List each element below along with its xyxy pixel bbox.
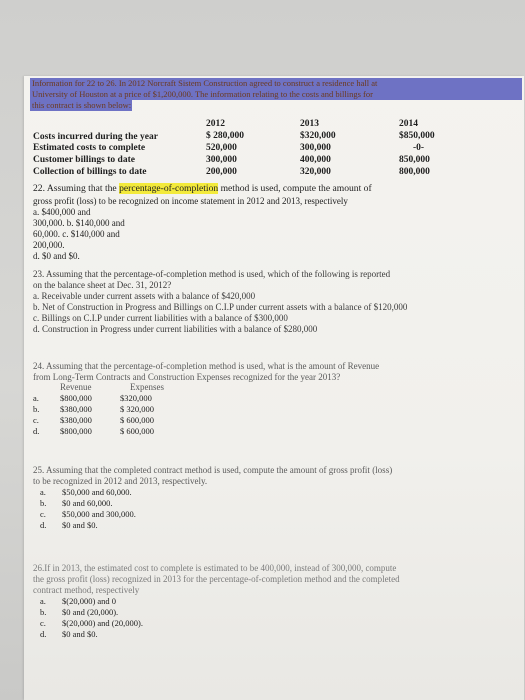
option-letter: d. (33, 426, 40, 436)
q22-option: 300,000. b. $140,000 and (33, 218, 125, 228)
q23-option: a. Receivable under current assets with a balance of $420,000 (33, 291, 256, 301)
cell: 300,000 (300, 143, 331, 153)
year-2013: 2013 (300, 119, 319, 129)
option-text: $50,000 and 60,000. (62, 487, 132, 497)
row-label: Customer billings to date (33, 155, 135, 165)
intro-line-2: University of Houston at a price of $1,200,000. The information relating to the costs and billings for (30, 89, 522, 100)
q22-option: d. $0 and $0. (33, 251, 80, 261)
option-revenue: $380,000 (60, 415, 92, 425)
cell: 400,000 (300, 155, 331, 165)
q23-stem-2: on the balance sheet at Dec. 31, 2012? (33, 280, 172, 290)
q22-option: a. $400,000 and (33, 207, 91, 217)
option-expenses: $ 320,000 (120, 404, 154, 414)
intro-line-3: this contract is shown below: (32, 100, 132, 110)
option-letter: c. (40, 618, 46, 628)
q23-option: b. Net of Construction in Progress and Billings on C.I.P under current assets with a balance of $120,000 (33, 302, 408, 312)
option-revenue: $800,000 (60, 393, 92, 403)
option-letter: b. (40, 498, 47, 508)
q25-stem: 25. Assuming that the completed contract method is used, compute the amount of gross profit (loss) (33, 465, 393, 475)
option-expenses: $320,000 (120, 393, 152, 403)
option-revenue: $800,000 (60, 426, 92, 436)
option-text: $0 and 60,000. (62, 498, 113, 508)
highlighted-term: percentage-of-completion (119, 183, 219, 194)
q25-stem-2: to be recognized in 2012 and 2013, respectively. (33, 476, 208, 486)
row-label: Collection of billings to date (33, 167, 147, 177)
cell: $ 280,000 (206, 131, 244, 141)
row-label: Costs incurred during the year (33, 132, 158, 142)
year-2012: 2012 (206, 119, 225, 129)
option-letter: a. (33, 393, 39, 403)
option-text: $0 and $0. (62, 520, 98, 530)
cell: 200,000 (206, 167, 237, 177)
q23-option: c. Billings on C.I.P under current liabilities with a balance of $300,000 (33, 313, 288, 323)
option-expenses: $ 600,000 (120, 415, 154, 425)
q26-stem: 26.If in 2013, the estimated cost to complete is estimated to be 400,000, instead of 300,000, compute (33, 563, 397, 573)
option-letter: c. (40, 509, 46, 519)
cell: $320,000 (300, 131, 336, 141)
q24-col-expenses: Expenses (130, 382, 164, 392)
intro-line-1: Information for 22 to 26. In 2012 Norcraft Sistem Construction agreed to construct a residence hall at (30, 78, 522, 89)
option-revenue: $380,000 (60, 404, 92, 414)
q24-col-revenue: Revenue (60, 382, 92, 392)
cell: 300,000 (206, 155, 237, 165)
option-text: $0 and (20,000). (62, 607, 119, 617)
cell: 800,000 (399, 167, 430, 177)
option-text: $50,000 and 300,000. (62, 509, 136, 519)
q26-stem-2: the gross profit (loss) recognized in 2013 for the percentage-of-completion method and the completed (33, 574, 400, 584)
cell: 850,000 (399, 155, 430, 165)
option-text: $0 and $0. (62, 629, 98, 639)
q22-option: 200,000. (33, 240, 65, 250)
option-letter: a. (40, 487, 46, 497)
cell: 520,000 (206, 143, 237, 153)
cell: $850,000 (399, 131, 435, 141)
q23-stem: 23. Assuming that the percentage-of-completion method is used, which of the following is reported (33, 269, 391, 279)
q23-option: d. Construction in Progress under current liabilities with a balance of $280,000 (33, 324, 318, 334)
option-expenses: $ 600,000 (120, 426, 154, 436)
cell: 320,000 (300, 167, 331, 177)
q22-stem: 22. Assuming that the percentage-of-completion method is used, compute the amount of (33, 183, 372, 194)
q22-stem-2: gross profit (loss) to be recognized on income statement in 2012 and 2013, respectively (33, 196, 348, 206)
option-letter: b. (40, 607, 47, 617)
option-text: $(20,000) and (20,000). (62, 618, 143, 628)
cell: -0- (413, 143, 425, 153)
option-letter: a. (40, 596, 46, 606)
q26-stem-3: contract method, respectively (33, 585, 140, 595)
q22-option: 60,000. c. $140,000 and (33, 229, 120, 239)
year-2014: 2014 (399, 119, 418, 129)
option-letter: b. (33, 404, 40, 414)
q24-stem-2: from Long-Term Contracts and Construction Expenses recognized for the year 2013? (33, 372, 341, 382)
row-label: Estimated costs to complete (33, 143, 146, 153)
option-letter: d. (40, 520, 47, 530)
option-letter: d. (40, 629, 47, 639)
q24-stem: 24. Assuming that the percentage-of-completion method is used, what is the amount of Revenue (33, 361, 380, 371)
option-text: $(20,000) and 0 (62, 596, 117, 606)
option-letter: c. (33, 415, 39, 425)
